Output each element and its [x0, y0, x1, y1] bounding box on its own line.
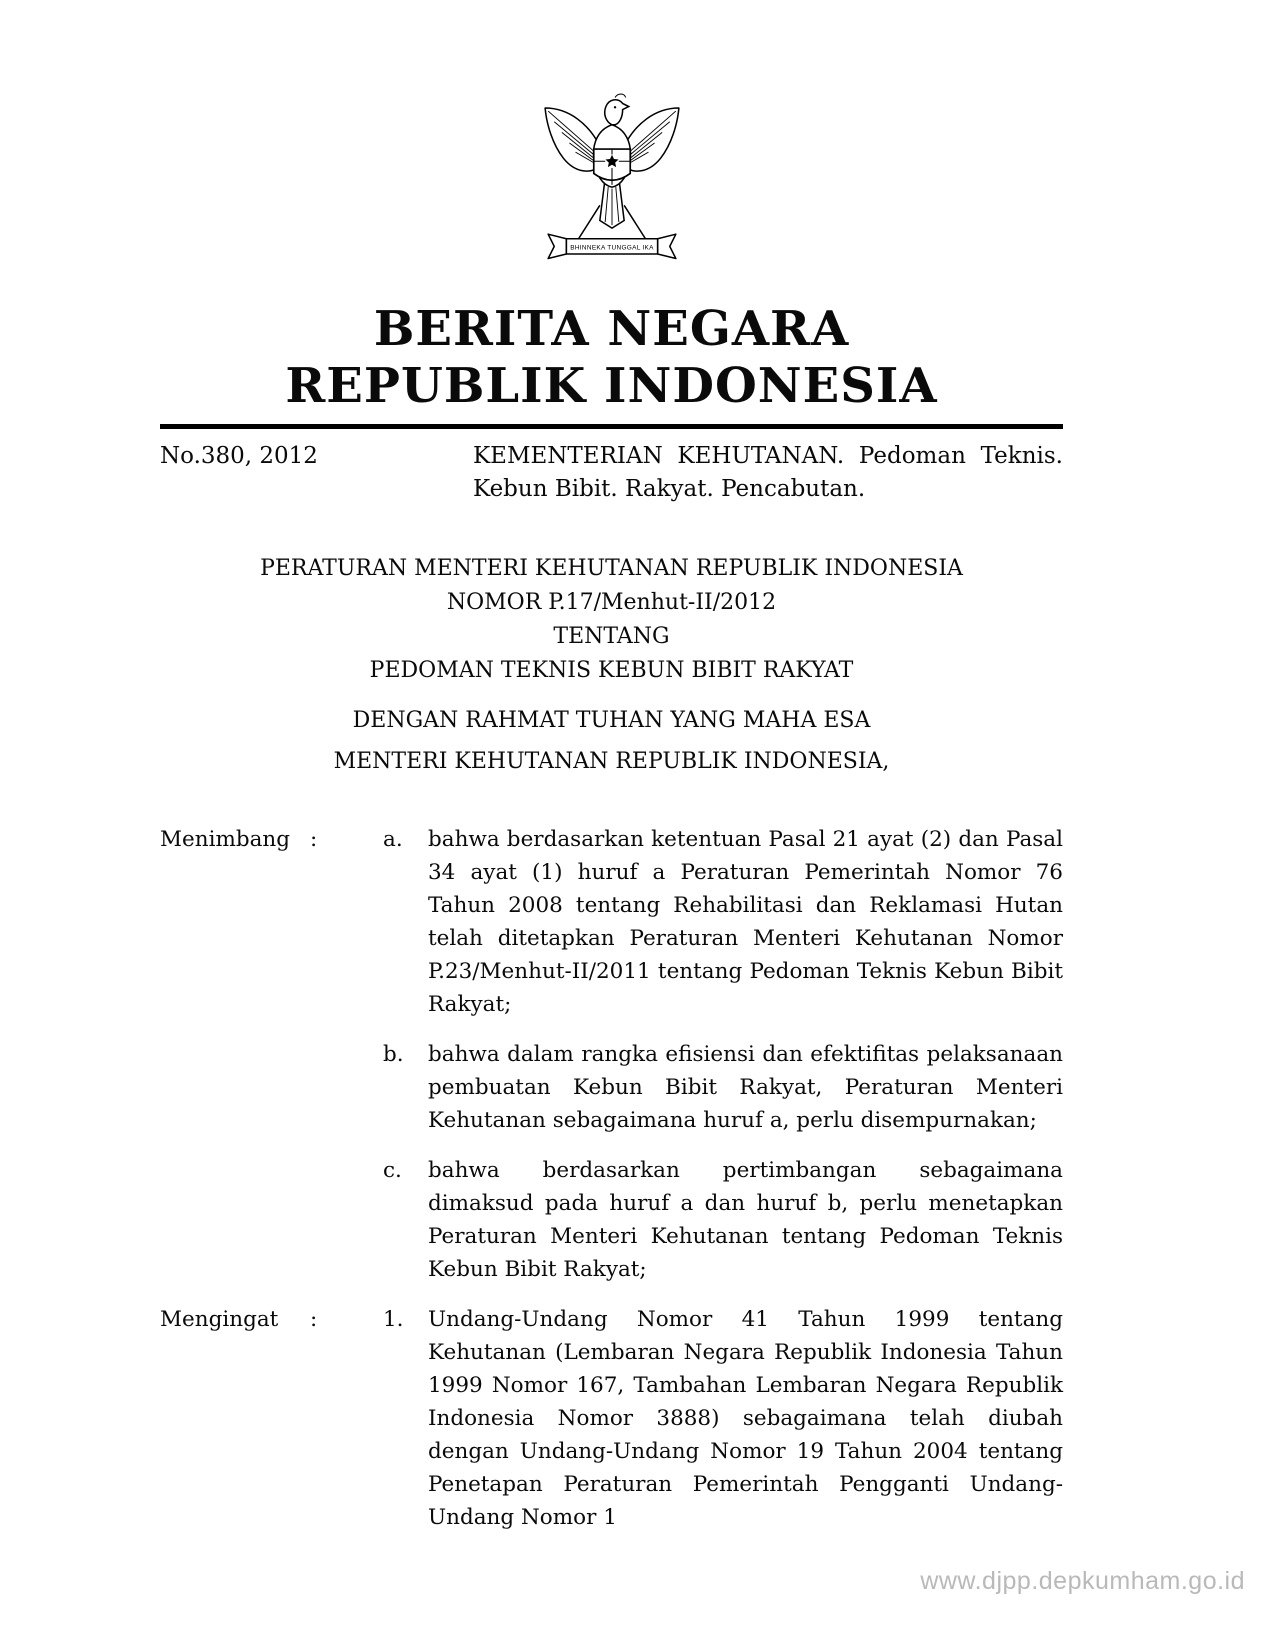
item-marker: a. — [383, 827, 403, 852]
regulation-issuer: PERATURAN MENTERI KEHUTANAN REPUBLIK INDONESIA — [260, 556, 963, 581]
legal-basis-section — [160, 1303, 1063, 1534]
item-text: bahwa berdasarkan pertimbangan sebagaimana dimaksud pada huruf a dan huruf b, perlu menetapkan Peraturan Menteri Kehutanan tentang Pedoman Teknis Kebun Bibit Rakyat; — [428, 1158, 1063, 1282]
considerations-section — [160, 823, 1063, 1286]
subject-summary — [473, 440, 1063, 506]
regulation-tentang: TENTANG — [553, 624, 670, 649]
gazette-title-line2: REPUBLIK INDONESIA — [285, 358, 938, 414]
consideration-item — [160, 1038, 1063, 1137]
gazette-number: No.380, 2012 — [160, 443, 318, 469]
legal-basis-item — [160, 1303, 1063, 1534]
invocation — [160, 704, 1063, 779]
regulation-heading — [160, 552, 1063, 688]
subject-line2: Kebun Bibit. Rakyat. Pencabutan. — [473, 476, 866, 502]
invocation-line2: MENTERI KEHUTANAN REPUBLIK INDONESIA, — [333, 749, 890, 774]
item-text: bahwa dalam rangka efisiensi dan efektifitas pelaksanaan pembuatan Kebun Bibit Rakyat, Peraturan Menteri Kehutanan sebagaimana huruf a, perlu disempurnakan; — [428, 1042, 1063, 1133]
regulation-subject: PEDOMAN TEKNIS KEBUN BIBIT RAKYAT — [369, 658, 854, 683]
masthead-row — [160, 440, 1063, 506]
item-text: Undang-Undang Nomor 41 Tahun 1999 tentang Kehutanan (Lembaran Negara Republik Indonesia Tahun 1999 Nomor 167, Tambahan Lembaran Negara Republik Indonesia Nomor 3888) sebagaimana telah diubah dengan Undang-Undang Nomor 19 Tahun 2004 tentang Penetapan Peraturan Pemerintah Pengganti Undang-Undang Nomor 1 — [428, 1307, 1063, 1530]
item-marker: b. — [383, 1042, 404, 1067]
mengingat-separator: : — [310, 1307, 318, 1332]
menimbang-label: Menimbang — [160, 827, 291, 852]
item-marker: 1. — [383, 1307, 404, 1332]
mengingat-label: Mengingat — [160, 1307, 279, 1332]
consideration-item — [160, 823, 1063, 1021]
menimbang-separator: : — [310, 827, 318, 852]
emblem-ribbon-text: BHINNEKA TUNGGAL IKA — [569, 244, 654, 252]
emblem-container — [160, 85, 1063, 277]
masthead-divider — [160, 424, 1063, 429]
footer-watermark: www.djpp.depkumham.go.id — [920, 1567, 1245, 1595]
item-marker: c. — [383, 1158, 402, 1183]
consideration-item — [160, 1154, 1063, 1286]
subject-line1: KEMENTERIAN KEHUTANAN. Pedoman Teknis. — [473, 443, 1063, 469]
item-text: bahwa berdasarkan ketentuan Pasal 21 ayat (2) dan Pasal 34 ayat (1) huruf a Peraturan Pemerintah Nomor 76 Tahun 2008 tentang Rehabilitasi dan Reklamasi Hutan telah ditetapkan Peraturan Menteri Kehutanan Nomor P.23/Menhut-II/2011 tentang Pedoman Teknis Kebun Bibit Rakyat; — [428, 827, 1063, 1017]
invocation-line1: DENGAN RAHMAT TUHAN YANG MAHA ESA — [352, 708, 871, 733]
gazette-title — [160, 301, 1063, 415]
gazette-title-line1: BERITA NEGARA — [373, 301, 850, 357]
regulation-number: NOMOR P.17/Menhut-II/2012 — [446, 590, 777, 615]
garuda-pancasila-icon — [536, 85, 688, 277]
